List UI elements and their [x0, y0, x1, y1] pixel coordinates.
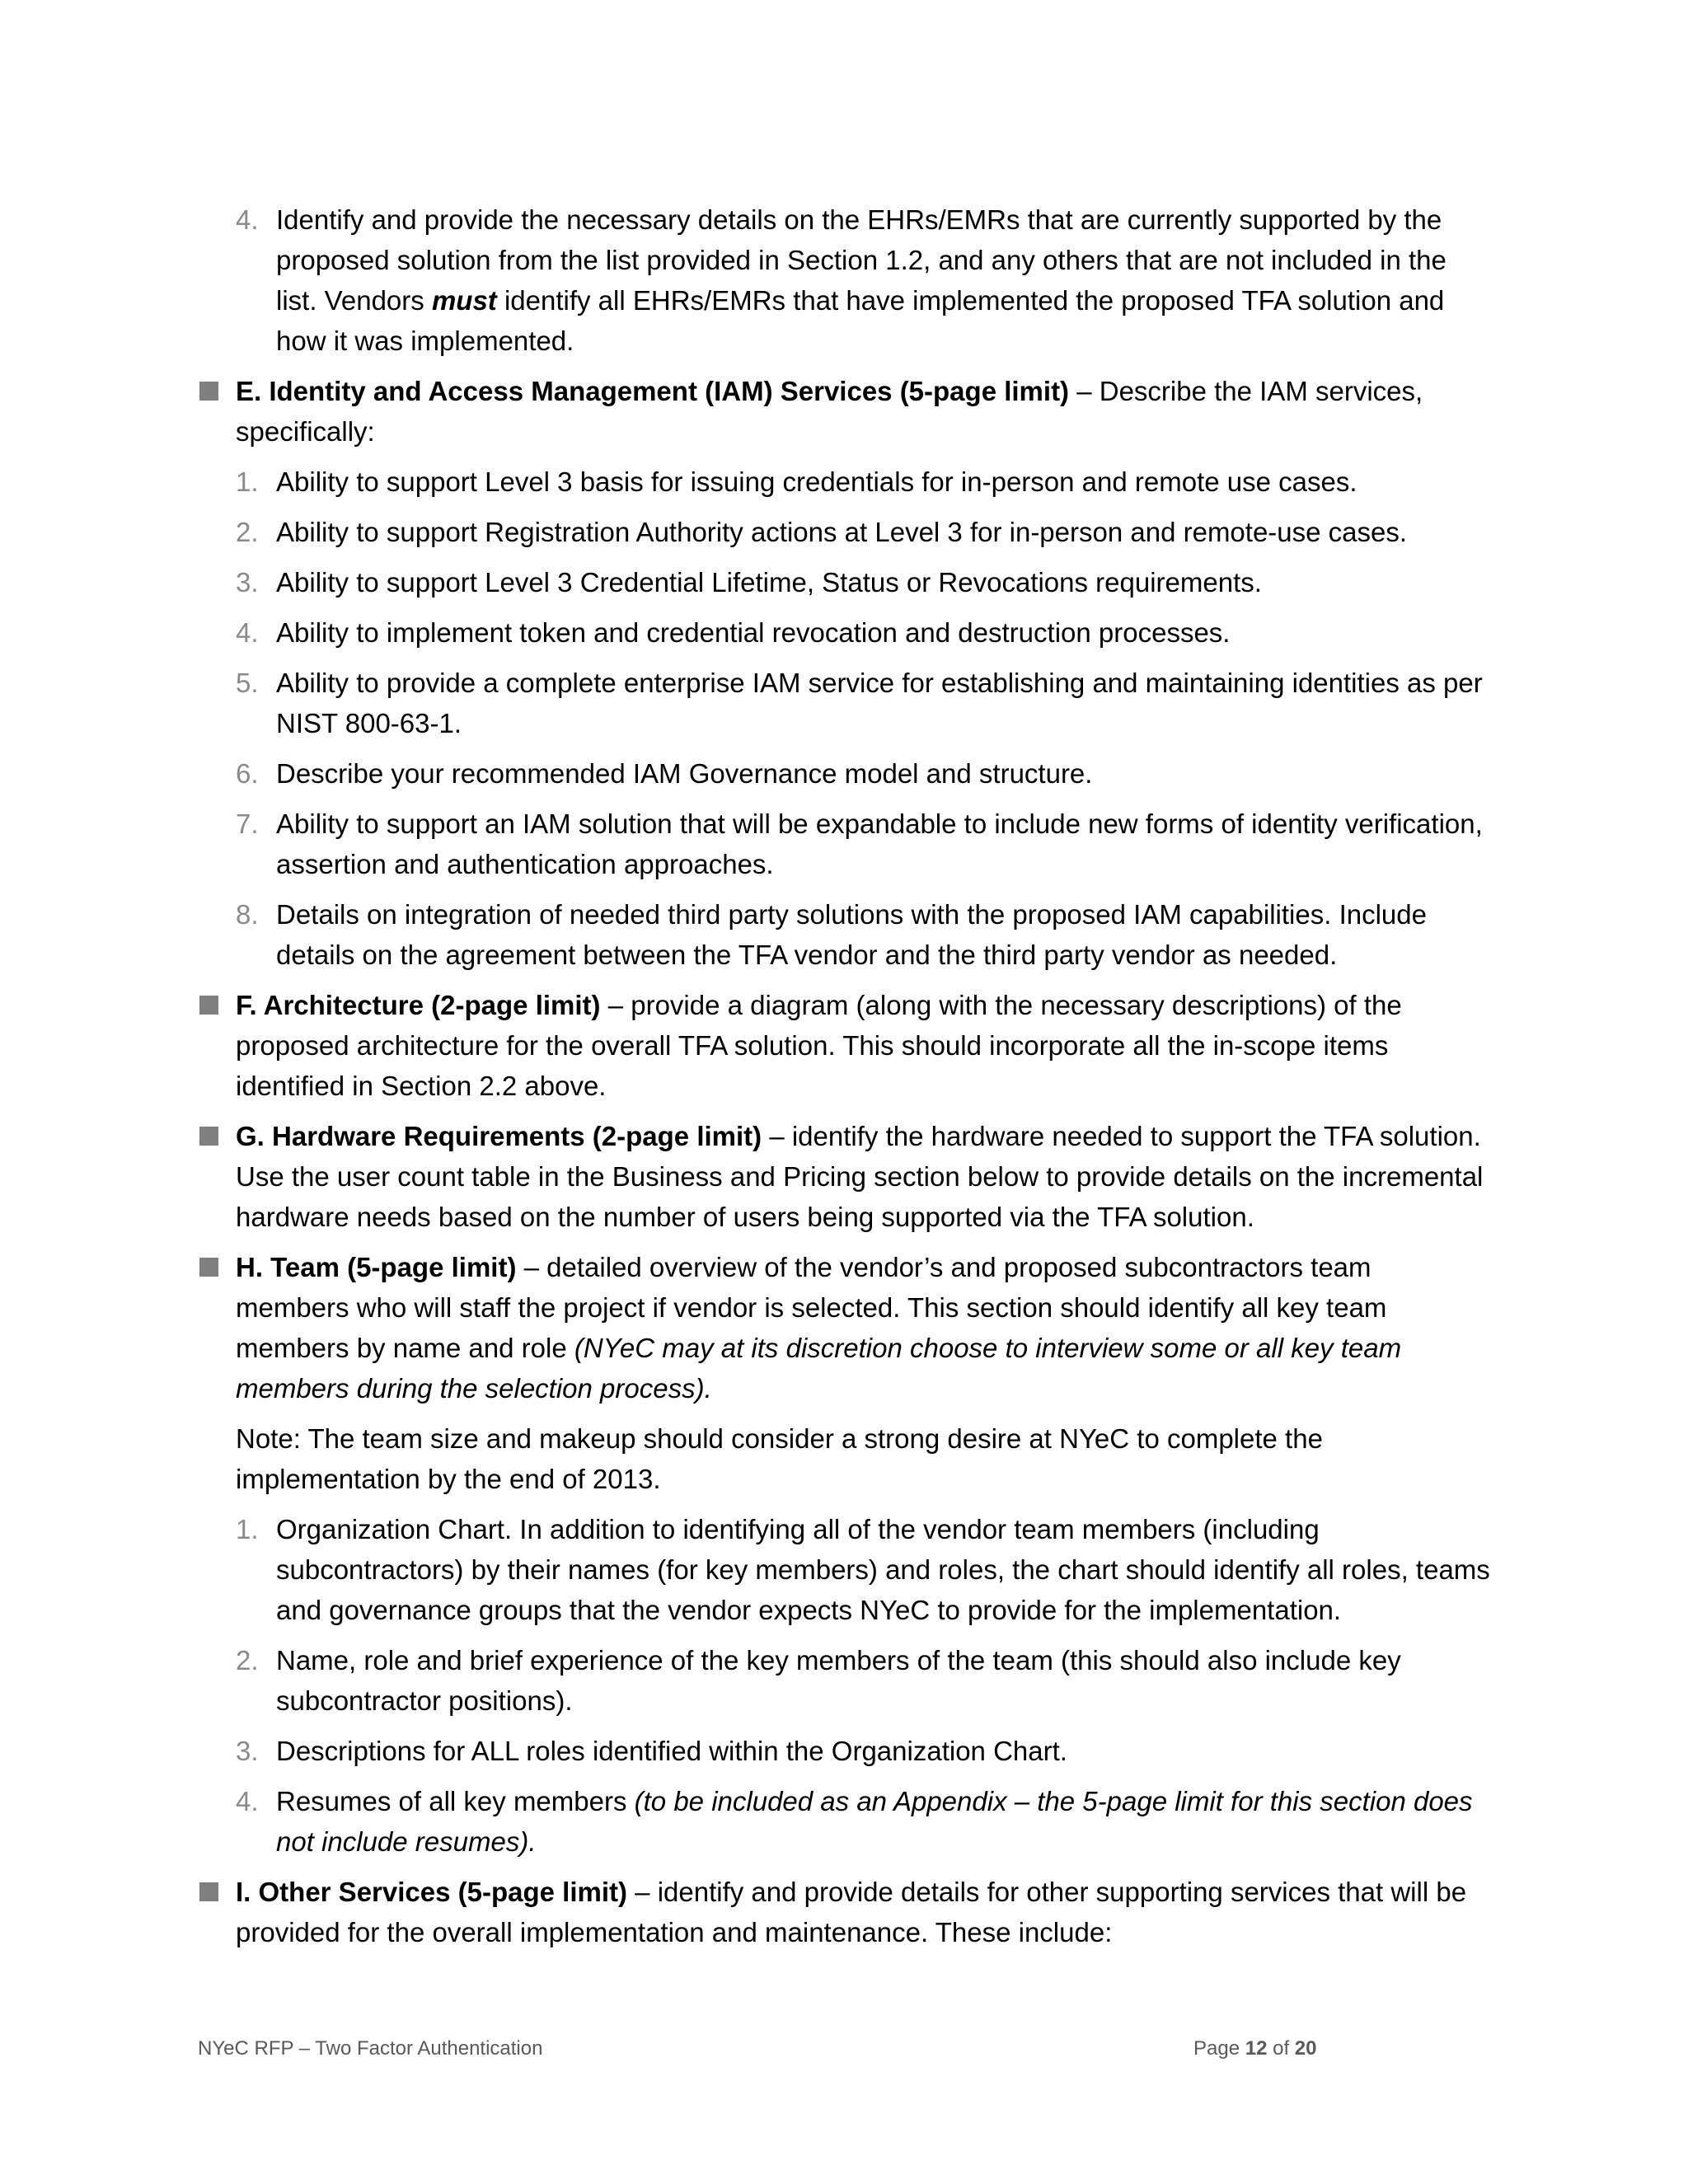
item-number: 6.: [236, 758, 259, 789]
total-pages: 20: [1294, 2037, 1317, 2060]
square-bullet-icon: [199, 382, 218, 401]
page-label: Page: [1193, 2037, 1245, 2060]
item-italic: (to be included as an Appendix – the 5-page limit for this section does not include resumes).: [276, 1786, 1473, 1857]
item-number: 1.: [236, 1514, 259, 1544]
item-text: Descriptions for ALL roles identified within the Organization Chart.: [276, 1736, 1067, 1766]
section-g: [198, 1116, 1492, 1237]
item-number: 2.: [236, 1645, 259, 1675]
section-title: I. Other Services (5-page limit): [236, 1877, 627, 1907]
section-h: [198, 1247, 1492, 1408]
section-f: [198, 985, 1492, 1106]
list-item: [198, 804, 1492, 884]
item-text: Resumes of all key members: [276, 1786, 635, 1816]
section-italic-note: (NYeC may at its discretion choose to interview some or all key team members during the selection process).: [236, 1333, 1402, 1404]
item-text: Ability to support Registration Authority actions at Level 3 for in-person and remote-use cases.: [276, 517, 1408, 547]
item-text: Ability to support an IAM solution that will be expandable to include new forms of identity verification, assertion and authentication approaches.: [276, 808, 1483, 879]
list-item: [198, 894, 1492, 975]
section-h-note: Note: The team size and makeup should consider a strong desire at NYeC to complete the implementation by the end of 2013.: [236, 1423, 1323, 1494]
item-text: Ability to implement token and credential revocation and destruction processes.: [276, 617, 1231, 648]
section-title: F. Architecture (2-page limit): [236, 990, 601, 1020]
list-item: [198, 663, 1492, 743]
item-number: 3.: [236, 1736, 259, 1766]
document-body: [198, 199, 1492, 1962]
footer-document-title: NYeC RFP – Two Factor Authentication: [198, 2037, 543, 2060]
item-number: 1.: [236, 466, 259, 497]
list-item: [198, 612, 1492, 653]
square-bullet-icon: [199, 1258, 218, 1277]
item-text: Details on integration of needed third party solutions with the proposed IAM capabilities. Include details on the agreement between the TFA vendor and the third party vendor as needed.: [276, 899, 1427, 970]
page-of: of: [1267, 2037, 1295, 2060]
emphasis-must: must: [431, 285, 497, 316]
list-item: [198, 562, 1492, 602]
item-text: Identify and provide the necessary details on the EHRs/EMRs that are currently supported by the proposed solution from the list provided in Section 1.2, and any others that are not included in the list. Vendors: [276, 204, 1447, 316]
item-number: 4.: [236, 617, 259, 648]
footer-page-number: [1193, 2037, 1316, 2060]
item-text-rest: identify all EHRs/EMRs that have implemented the proposed TFA solution and how it was implemented.: [276, 285, 1445, 356]
list-item: [198, 199, 1492, 361]
item-text: Organization Chart. In addition to identifying all of the vendor team members (including subcontractors) by their names (for key members) and roles, the chart should identify all roles, teams and governance groups that the vendor expects NYeC to provide for the implementation.: [276, 1514, 1490, 1625]
item-number: 3.: [236, 567, 259, 598]
list-item: [198, 512, 1492, 552]
list-item: [198, 462, 1492, 502]
item-text: Name, role and brief experience of the key members of the team (this should also include key subcontractor positions).: [276, 1645, 1401, 1716]
section-text: – identify the hardware needed to support the TFA solution. Use the user count table in the Business and Pricing section below to provide details on the incremental hardware needs based on the number of users being supported via the TFA solution.: [236, 1121, 1484, 1232]
item-text: Ability to support Level 3 basis for issuing credentials for in-person and remote use cases.: [276, 466, 1357, 497]
item-text: Describe your recommended IAM Governance model and structure.: [276, 758, 1093, 789]
item-number: 4.: [236, 1786, 259, 1816]
square-bullet-icon: [199, 1127, 218, 1146]
section-text: – provide a diagram (along with the necessary descriptions) of the proposed architecture for the overall TFA solution. This should incorporate all the in-scope items identified in Section 2.2 above.: [236, 990, 1402, 1101]
section-text: – identify and provide details for other supporting services that will be provided for the overall implementation and maintenance. These include:: [236, 1877, 1467, 1947]
section-title: G. Hardware Requirements (2-page limit): [236, 1121, 762, 1151]
list-item: [198, 1640, 1492, 1721]
current-page: 12: [1245, 2037, 1268, 2060]
item-number: 7.: [236, 808, 259, 839]
list-item: [198, 753, 1492, 794]
square-bullet-icon: [199, 996, 218, 1015]
item-number: 8.: [236, 899, 259, 930]
item-number: 2.: [236, 517, 259, 547]
square-bullet-icon: [199, 1882, 218, 1901]
list-item: [198, 1731, 1492, 1771]
item-text: Ability to provide a complete enterprise IAM service for establishing and maintaining identities as per NIST 800-63-1.: [276, 668, 1483, 738]
list-item: [198, 1509, 1492, 1630]
section-title: E. Identity and Access Management (IAM) Services (5-page limit): [236, 376, 1070, 406]
section-e-list: [198, 462, 1492, 975]
section-h-list: [198, 1509, 1492, 1862]
list-item: [198, 1781, 1492, 1862]
item-number: 5.: [236, 668, 259, 698]
section-e: [198, 371, 1492, 452]
section-text: – Describe the IAM services, specifically:: [236, 376, 1423, 447]
section-i: [198, 1872, 1492, 1952]
section-text: – detailed overview of the vendor’s and proposed subcontractors team members who will staff the project if vendor is selected. This section should identify all key team members by name and role: [236, 1252, 1387, 1363]
section-title: H. Team (5-page limit): [236, 1252, 517, 1282]
item-number: 4.: [236, 204, 259, 235]
item-text: Ability to support Level 3 Credential Lifetime, Status or Revocations requirements.: [276, 567, 1262, 598]
